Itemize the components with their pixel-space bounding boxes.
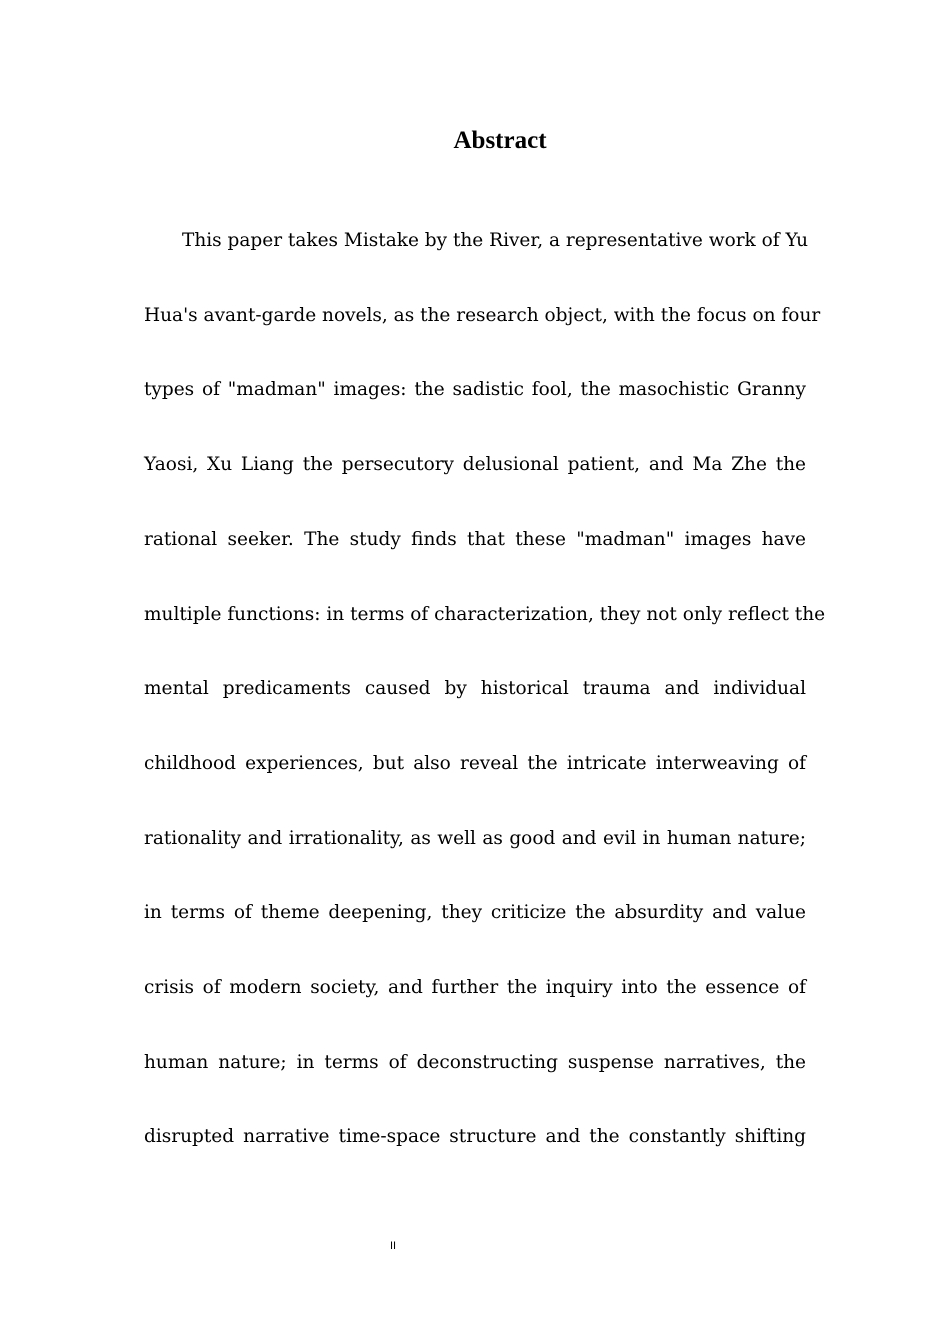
abstract-line: Yaosi, Xu Liang the persecutory delusional patient, and Ma Zhe the [144, 454, 806, 476]
abstract-line: in terms of theme deepening, they criticize the absurdity and value [144, 902, 806, 924]
abstract-line: rational seeker. The study finds that these "madman" images have [144, 528, 806, 550]
abstract-line: disrupted narrative time-space structure and the constantly shifting [144, 1126, 806, 1148]
abstract-line: human nature; in terms of deconstructing suspense narratives, the [144, 1051, 806, 1073]
page-number: II [389, 1240, 397, 1252]
abstract-body [144, 204, 826, 1175]
abstract-line: rationality and irrationality, as well as good and evil in human nature; [144, 827, 806, 849]
abstract-line: childhood experiences, but also reveal the intricate interweaving of [144, 752, 806, 774]
abstract-line: mental predicaments caused by historical trauma and individual [144, 678, 806, 700]
abstract-line: multiple functions: in terms of characterization, they not only reflect the [144, 603, 826, 625]
abstract-line: This paper takes Mistake by the River, a representative work of Yu [182, 230, 809, 251]
page-title: Abstract [453, 127, 547, 154]
abstract-line: types of "madman" images: the sadistic fool, the masochistic Granny [144, 379, 806, 401]
abstract-line: crisis of modern society, and further the inquiry into the essence of [144, 977, 806, 999]
abstract-line: Hua's avant-garde novels, as the research object, with the focus on four [144, 304, 821, 326]
